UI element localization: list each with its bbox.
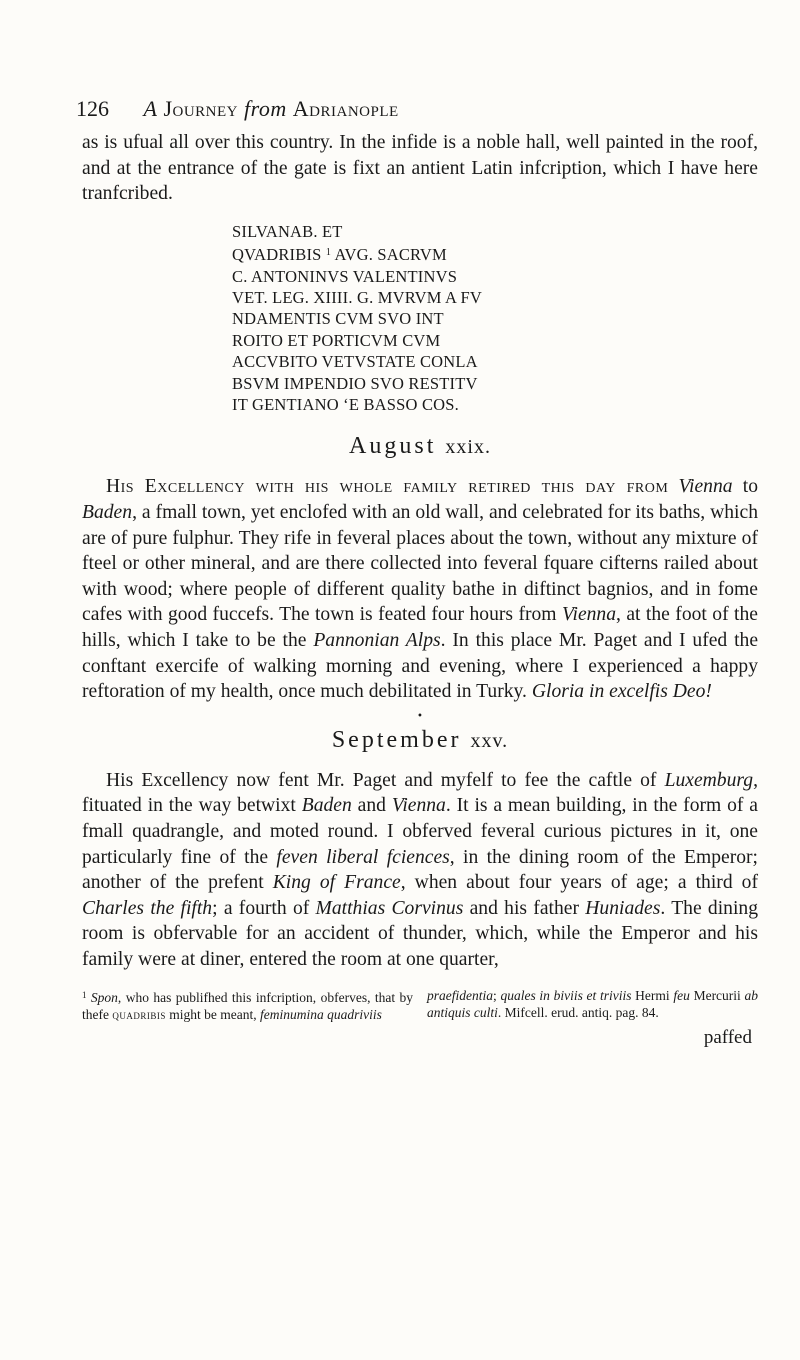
title-a: A bbox=[143, 96, 158, 121]
inscription-line: IT GENTIANO ‘E BASSO COS. bbox=[232, 395, 459, 415]
footnote-col-left: $^1$ Spon, who has publifhed this infcription, obferves, that by thefe quadribis might be meant, feminumina quadriviis bbox=[82, 989, 414, 1022]
footnote-marker: 1 bbox=[325, 247, 332, 259]
inscription-line: C. ANTONINVS VALENTINVS bbox=[232, 266, 458, 286]
intro-line-3: an antient Latin infcription, which I have here tranfcribed. bbox=[82, 157, 758, 205]
inscription-line: BSVM IMPENDIO SVO RESTITV bbox=[232, 373, 478, 393]
title-journey: Journey bbox=[163, 96, 239, 121]
ornament-dot: • bbox=[417, 710, 423, 722]
running-header bbox=[76, 96, 758, 122]
page-number: 126 bbox=[76, 96, 109, 121]
catchword: paffed bbox=[703, 1026, 752, 1048]
title-adrianople: Adrianople bbox=[292, 96, 399, 121]
september-word: September bbox=[331, 726, 462, 753]
august-date: xxix. bbox=[445, 436, 491, 459]
august-word: August bbox=[349, 433, 437, 460]
inscription-line: ROITO ET PORTICVM CVM bbox=[232, 330, 441, 350]
inscription-line: ACCVBITO VETVSTATE CONLA bbox=[232, 352, 478, 372]
intro-line-1: as is ufual all over this country. In the infide is a noble hall, bbox=[82, 132, 561, 153]
august-paragraph: His Excellency with his whole family retired this day from Vienna to Baden, a fmall town, yet enclofed with an old wall, and celebrated for its baths, which are of pure fulphur. They rife in feveral places about the town, without any mixture of fteel or other mineral, and are there collected into feveral fquare cifterns railed about with wood; where people of different quality bathe in diftinct bagnios, and in fome cafes with good fuccefs. The town is feated four hours from Vienna, at the foot of the hills, which I take to be the Pannonian Alps. In this place Mr. Paget and I ufed the conftant exercife of walking morning and evening, where I experienced a happy reftoration of my health, once much debilitated in Turky. Gloria in excelfis Deo! bbox=[82, 476, 759, 703]
september-paragraph: His Excellency now fent Mr. Paget and myfelf to fee the caftle of Luxemburg, fituated in the way betwixt Baden and Vienna. It is a mean building, in the form of a fmall quadrangle, and moted round. I obferved feveral curious pictures in it, one particularly fine of the feven liberal fciences, in the dining room of the Emperor; another of the prefent King of France, when about four years of age; a third of Charles the fifth; a fourth of Matthias Corvinus and his father Huniades. The dining room is obfervable for an accident of thunder, which, while the Emperor and his family were at diner, entered the room at one quarter, bbox=[82, 769, 759, 970]
september-heading bbox=[82, 727, 758, 754]
september-date: xxv. bbox=[470, 729, 509, 752]
intro-paragraph bbox=[82, 130, 758, 207]
running-title bbox=[144, 96, 399, 121]
book-page bbox=[76, 96, 759, 1049]
inscription-line: SILVANAB. ET bbox=[232, 221, 343, 241]
footnotes bbox=[82, 987, 758, 1023]
inscription-line: VET. LEG. XIIII. G. MVRVM A FV bbox=[232, 288, 483, 307]
intro-line-2: well painted in the roof, and at the entrance of the gate is fixt bbox=[82, 132, 758, 179]
footnote-col-right: praefidentia; quales in biviis et triviis Hermi feu Mercurii ab antiquis culti. Mifcell. erud. antiq. pag. 84. bbox=[427, 987, 758, 1020]
inscription-line: QVADRIBIS $^1$ AVG. SACRVM bbox=[232, 245, 447, 265]
inscription-line: NDAMENTIS CVM SVO INT bbox=[232, 309, 444, 329]
latin-inscription bbox=[232, 221, 758, 416]
title-from: from bbox=[244, 96, 287, 121]
august-heading bbox=[82, 433, 758, 460]
